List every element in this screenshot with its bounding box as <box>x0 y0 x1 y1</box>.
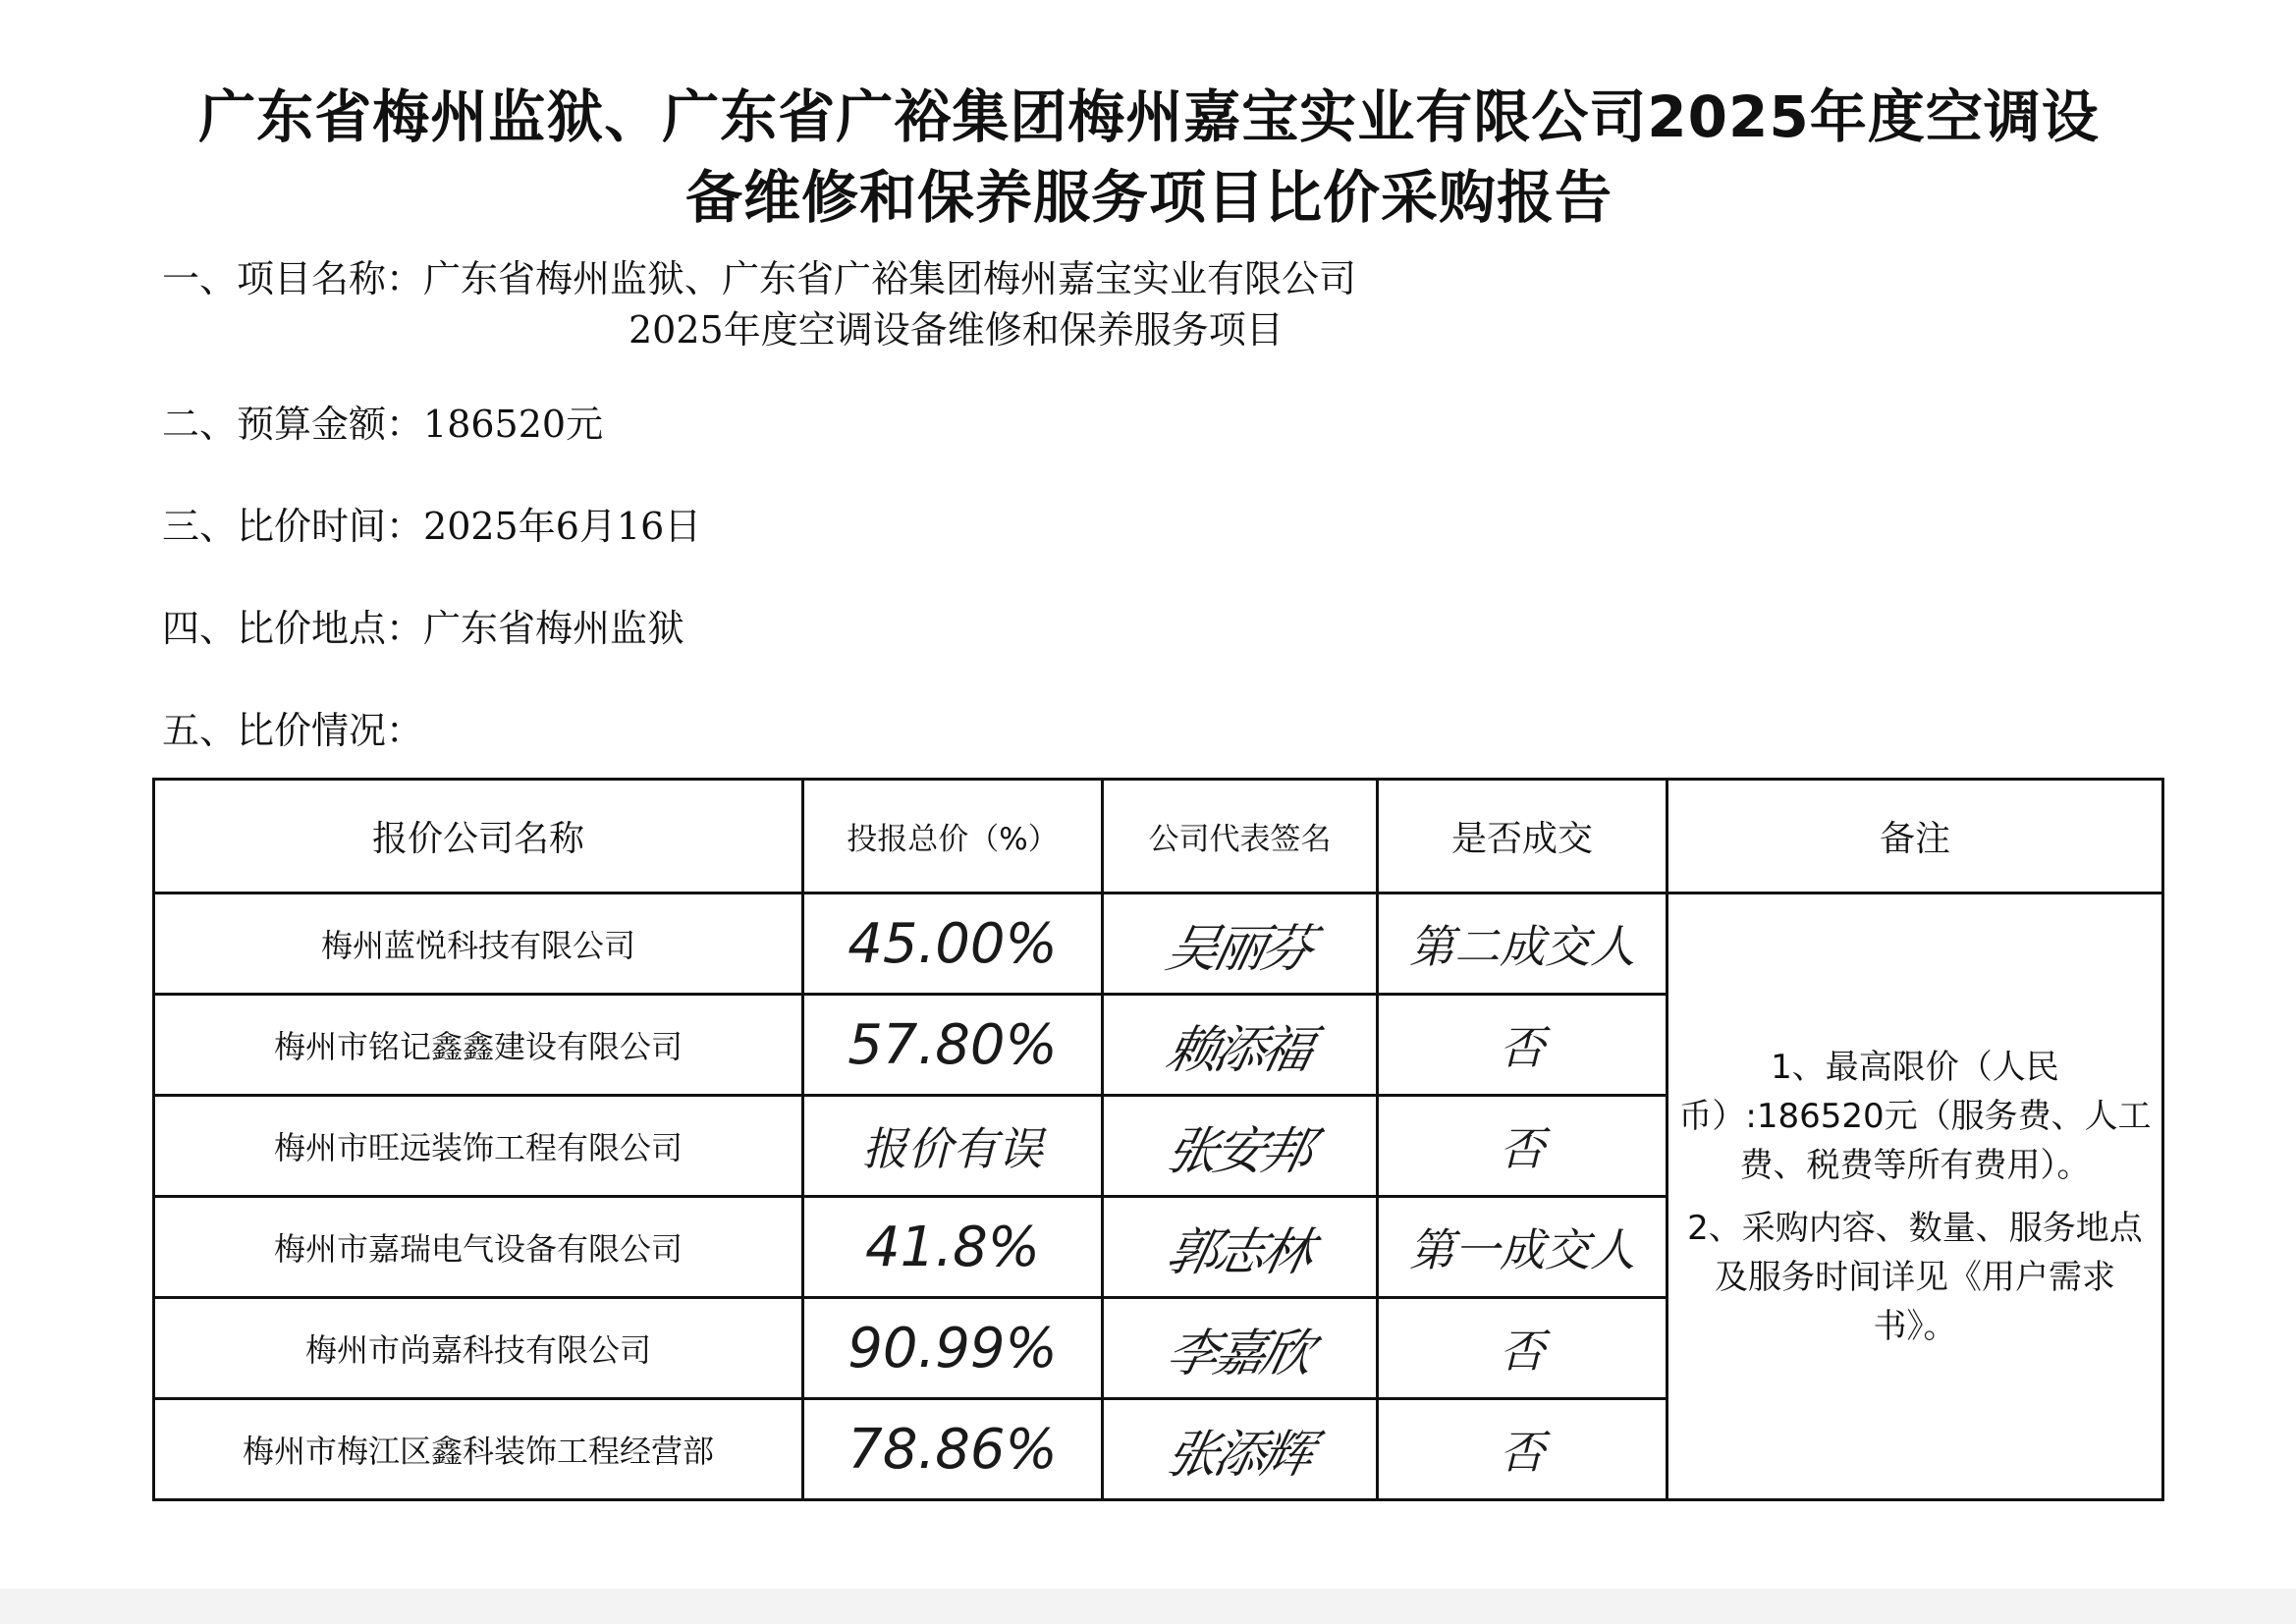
time-item <box>162 501 701 552</box>
remark-cell <box>1667 893 2163 1500</box>
budget-value: 186520元 <box>423 403 604 446</box>
bid-price: 45.00% <box>803 893 1103 995</box>
situation-item <box>162 705 423 756</box>
company-name: 梅州市旺远装饰工程有限公司 <box>154 1096 803 1197</box>
place-value: 广东省梅州监狱 <box>423 607 685 650</box>
project-name-label: 一、项目名称： <box>162 257 424 300</box>
situation-label: 五、比价情况： <box>162 709 424 752</box>
signature-cell <box>1103 1197 1378 1298</box>
project-name-value-line1: 广东省梅州监狱、广东省广裕集团梅州嘉宝实业有限公司 <box>423 257 1357 300</box>
place-item <box>162 603 684 654</box>
bid-price: 57.80% <box>803 995 1103 1096</box>
time-value: 2025年6月16日 <box>423 505 702 548</box>
document-title <box>118 77 2180 238</box>
header-deal: 是否成交 <box>1378 780 1667 893</box>
representative-signature: 李嘉欣 <box>1161 1324 1316 1383</box>
budget-label: 二、预算金额： <box>162 403 424 446</box>
project-name-value-line2: 2025年度空调设备维修和保养服务项目 <box>629 308 1284 352</box>
budget-item <box>162 399 603 450</box>
bid-price: 90.99% <box>803 1298 1103 1399</box>
deal-status: 否 <box>1378 995 1667 1096</box>
company-name: 梅州市铭记鑫鑫建设有限公司 <box>154 995 803 1096</box>
deal-status: 否 <box>1378 1096 1667 1197</box>
company-name: 梅州市尚嘉科技有限公司 <box>154 1298 803 1399</box>
signature-cell <box>1103 1298 1378 1399</box>
time-label: 三、比价时间： <box>162 505 424 548</box>
representative-signature: 吴丽芬 <box>1161 919 1316 979</box>
company-name: 梅州市嘉瑞电气设备有限公司 <box>154 1197 803 1298</box>
representative-signature: 郭志林 <box>1161 1222 1316 1282</box>
bid-comparison-table <box>152 778 2164 1501</box>
representative-signature: 张安邦 <box>1161 1121 1316 1181</box>
bid-price: 41.8% <box>803 1197 1103 1298</box>
scan-bottom-edge <box>0 1589 2296 1624</box>
header-remark: 备注 <box>1667 780 2163 893</box>
table-row <box>154 893 2163 995</box>
title-line-1: 广东省梅州监狱、广东省广裕集团梅州嘉宝实业有限公司2025年度空调设 <box>198 83 2100 150</box>
project-name-item <box>162 253 1356 304</box>
title-line-2: 备维修和保养服务项目比价采购报告 <box>684 164 1613 231</box>
company-name: 梅州蓝悦科技有限公司 <box>154 893 803 995</box>
deal-status: 否 <box>1378 1298 1667 1399</box>
table-header-row <box>154 780 2163 893</box>
remark-line-1: 1、最高限价（人民币）:186520元（服务费、人工费、税费等所有费用）。 <box>1678 1047 2152 1185</box>
header-company: 报价公司名称 <box>154 780 803 893</box>
representative-signature: 赖添福 <box>1161 1020 1316 1080</box>
deal-status: 第一成交人 <box>1378 1197 1667 1298</box>
place-label: 四、比价地点： <box>162 607 424 650</box>
signature-cell <box>1103 995 1378 1096</box>
bid-price: 报价有误 <box>803 1096 1103 1197</box>
header-signature: 公司代表签名 <box>1103 780 1378 893</box>
deal-status: 否 <box>1378 1399 1667 1500</box>
signature-cell <box>1103 1399 1378 1500</box>
representative-signature: 张添辉 <box>1161 1425 1316 1485</box>
signature-cell <box>1103 893 1378 995</box>
bid-price: 78.86% <box>803 1399 1103 1500</box>
deal-status: 第二成交人 <box>1378 893 1667 995</box>
remark-line-2: 2、采购内容、数量、服务地点及服务时间详见《用户需求书》。 <box>1687 1208 2143 1346</box>
signature-cell <box>1103 1096 1378 1197</box>
header-price: 投报总价（%） <box>803 780 1103 893</box>
company-name: 梅州市梅江区鑫科装饰工程经营部 <box>154 1399 803 1500</box>
